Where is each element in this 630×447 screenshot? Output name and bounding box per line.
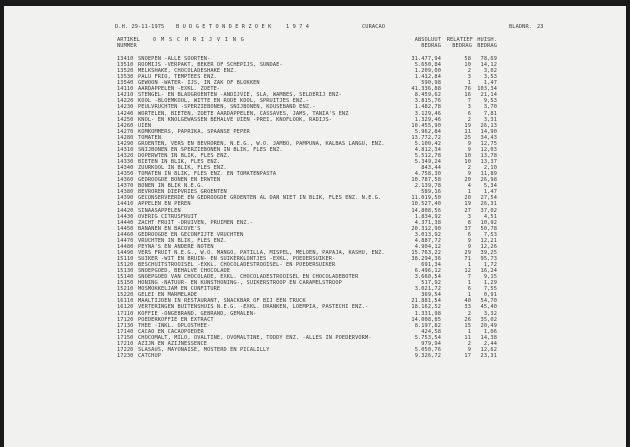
huish-bedrag: 37,02: [480, 207, 497, 214]
relatief-bedrag: 3: [467, 104, 471, 111]
relatief-bedrag: 7: [467, 274, 471, 281]
artikel-nummer: 17220: [117, 346, 134, 353]
artikel-nummer: 15150: [117, 280, 134, 287]
omschrijving: PEYNA'S EN ANDERE NOTEN: [138, 243, 214, 250]
huish-bedrag: 12,62: [480, 346, 497, 353]
absoluut-bedrag: 20.312,90: [411, 225, 441, 232]
omschrijving: TOMATEN: [138, 134, 162, 141]
omschrijving: BIETEN IN BLIK, FLES ENZ.: [138, 159, 221, 166]
island-name: CURACAO: [362, 24, 386, 30]
artikel-nummer: 14240: [117, 110, 134, 117]
huish-bedrag: 103,34: [477, 86, 497, 93]
artikel-nummer: 14230: [117, 104, 134, 111]
omschrijving: KOOL -BLOEMKOOL, WITTE EN RODE KOOL, SPRUITJES ENZ.-: [138, 98, 310, 105]
relatief-bedrag: 20: [464, 195, 471, 202]
artikel-nummer: 14210: [117, 92, 134, 99]
huish-bedrag: 7,81: [483, 110, 497, 117]
omschrijving: UIEN: [138, 122, 152, 129]
absoluut-bedrag: 517,92: [421, 280, 441, 287]
absoluut-bedrag: 4.887,72: [414, 237, 441, 244]
absoluut-bedrag: 843,44: [421, 165, 441, 172]
artikel-nummer: 14420: [117, 207, 134, 214]
artikel-nummer: 14250: [117, 116, 134, 123]
huish-bedrag: 11,89: [480, 171, 497, 178]
relatief-bedrag: 2: [467, 340, 471, 347]
absoluut-bedrag: 3.021,72: [414, 286, 441, 293]
huish-bedrag: 26,98: [480, 177, 497, 184]
omschrijving: CATCHUP: [138, 352, 162, 359]
absoluut-bedrag: 2.139,78: [414, 183, 441, 190]
absoluut-bedrag: 1.482,78: [414, 104, 441, 111]
relatief-bedrag: 7: [467, 98, 471, 105]
artikel-nummer: 13540: [117, 80, 134, 87]
artikel-nummer: 17230: [117, 352, 134, 359]
absoluut-bedrag: 590,98: [421, 80, 441, 87]
relatief-bedrag: 33: [464, 304, 471, 311]
huish-bedrag: 95,73: [480, 255, 497, 262]
absoluut-bedrag: 3.129,46: [414, 110, 441, 117]
huish-bedrag: 20,49: [480, 322, 497, 329]
omschrijving: PALU FRIO, TEMPTEES ENZ.: [138, 74, 217, 81]
absoluut-bedrag: 5.512,78: [414, 152, 441, 159]
huish-bedrag: 13,78: [480, 152, 497, 159]
artikel-nummer: 15140: [117, 274, 134, 281]
omschrijving: OVERIG CITRUSFRUIT: [138, 213, 198, 220]
absoluut-bedrag: 5.100,42: [414, 140, 441, 147]
omschrijving: BANANEN EN BACOVE'S: [138, 225, 201, 232]
artikel-nummer: 14110: [117, 86, 134, 93]
omschrijving: GELEI EN MARMELADE: [138, 292, 198, 299]
omschrijving: CHOCOMALT, MILO, OVALTINE, OVOMALTINE, TODDY ENZ. -ALLES IN POEDERVORM-: [138, 334, 372, 341]
omschrijving: SINAASAPPELEN: [138, 207, 181, 214]
huish-bedrag: 50,78: [480, 225, 497, 232]
omschrijving: GECONSERVEERDE EN GEDROOGDE GROENTEN AL DAN NIET IN BLIK, FLES ENZ. N.E.G.: [138, 195, 382, 202]
report-title: B U D G E T O N D E R Z O E K: [176, 24, 272, 30]
document-page: [4, 6, 626, 447]
absoluut-bedrag: 8.197,82: [414, 322, 441, 329]
huish-bedrag: 34,43: [480, 134, 497, 141]
huish-bedrag: 1,29: [483, 280, 497, 287]
huish-bedrag: 5,34: [483, 183, 497, 190]
omschrijving: GROENTEN, VERS EN BEVROREN, N.E.G., W.O. JAMBO, PAMPUNA, KALBAS LANGU, ENZ.: [138, 140, 385, 147]
relatief-bedrag: 10: [464, 159, 471, 166]
huish-bedrag: 45,40: [480, 304, 497, 311]
relatief-bedrag: 2: [467, 310, 471, 317]
omschrijving: KNOL- EN KNOLGEWASSEN BEHALVE UIEN -PREI, KNOFLOOK, RADIJS-: [138, 116, 333, 123]
absoluut-bedrag: 8.459,62: [414, 92, 441, 99]
relatief-bedrag: 1: [467, 189, 471, 196]
absoluut-bedrag: 4.758,30: [414, 171, 441, 178]
artikel-nummer: 14360: [117, 177, 134, 184]
artikel-nummer: 14390: [117, 195, 134, 202]
artikel-nummer: 17120: [117, 316, 134, 323]
relatief-bedrag: 37: [464, 225, 471, 232]
page-label: BLADNR.: [509, 24, 533, 30]
artikel-nummer: 15210: [117, 286, 134, 293]
artikel-nummer: 14480: [117, 243, 134, 250]
artikel-nummer: 17130: [117, 322, 134, 329]
omschrijving: BESCHUITSTROOISEL -EXKL. CHOCOLADESTROOISEL- EN POEDERSUIKER: [138, 262, 336, 269]
omschrijving: ZACHT FRUIT -DRUIVEN, PRUIMEN ENZ.-: [138, 219, 254, 226]
page-number: 23: [537, 24, 544, 30]
artikel-nummer: 16120: [117, 304, 134, 311]
omschrijving: STENGEL- EN BLADGROENTEN -ANDIJVIE, SLA, WAMBES, SELDERIJ ENZ-: [138, 92, 342, 99]
omschrijving: VERTERINGEN BUITENSHUIS N.E.G. -EXKL. DRANKEN, LOEMPIA, PASTECHI ENZ.-: [138, 304, 369, 311]
relatief-bedrag: 1: [467, 80, 471, 87]
absoluut-bedrag: 14.008,85: [411, 316, 441, 323]
absoluut-bedrag: 424,58: [421, 328, 441, 335]
omschrijving: ZUURKOOL IN BLIK, FLES ENZ.: [138, 165, 227, 172]
absoluut-bedrag: 3.815,76: [414, 98, 441, 105]
omschrijving: MELKSHAKE, CHOCOLADESHAKE ENZ.: [138, 68, 237, 75]
omschrijving: KOFFIE -ONGEBRAND, GEBRAND, GEMALEN-: [138, 310, 257, 317]
huish-bedrag: 12,26: [480, 243, 497, 250]
huish-bedrag: 23,31: [480, 352, 497, 359]
omschrijving: SNOEPGOED, BEHALVE CHOCOLADE: [138, 268, 231, 275]
artikel-nummer: 15220: [117, 292, 134, 299]
artikel-nummer: 16110: [117, 298, 134, 305]
omschrijving: MAALTIJDEN IN RESTAURANT, SNACKBAR OF BIJ EEN TRUCK: [138, 298, 306, 305]
huish-bedrag: 54,70: [480, 298, 497, 305]
absoluut-bedrag: 3.660,54: [414, 274, 441, 281]
artikel-nummer: 14450: [117, 225, 134, 232]
artikel-nummer: 15110: [117, 255, 134, 262]
absoluut-bedrag: 5.962,84: [414, 128, 441, 135]
relatief-bedrag: 29: [464, 249, 471, 256]
artikel-nummer: 14460: [117, 231, 134, 238]
relatief-bedrag: 40: [464, 298, 471, 305]
absoluut-bedrag: 11.019,50: [411, 195, 441, 202]
artikel-nummer: 14320: [117, 152, 134, 159]
artikel-nummer: 14380: [117, 189, 134, 196]
artikel-nummer: 13520: [117, 68, 134, 75]
absoluut-bedrag: 589,16: [421, 189, 441, 196]
omschrijving: PEULVRUCHTEN -SPERZIEBONEN, SNIJBONEN, KOUSEBAND ENZ.-: [138, 104, 316, 111]
huish-bedrag: 14,38: [480, 334, 497, 341]
relatief-bedrag: 19: [464, 201, 471, 208]
artikel-nummer: 14440: [117, 219, 134, 226]
relatief-bedrag: 2: [467, 116, 471, 123]
relatief-bedrag: 19: [464, 122, 471, 129]
omschrijving: BEVROREN DIEPVRIES GROENTEN: [138, 189, 227, 196]
relatief-bedrag: 9: [467, 146, 471, 153]
absoluut-bedrag: 41.336,88: [411, 86, 441, 93]
relatief-bedrag: 10: [464, 62, 471, 69]
omschrijving: CACAO EN CACAOPOEDER: [138, 328, 204, 335]
artikel-nummer: 13410: [117, 56, 134, 62]
absoluut-bedrag: 9.326,72: [414, 352, 441, 359]
relatief-bedrag: 12: [464, 268, 471, 275]
relatief-bedrag: 9: [467, 140, 471, 147]
artikel-nummer: 14280: [117, 134, 134, 141]
artikel-nummer: 14370: [117, 183, 134, 190]
huish-bedrag: 21,14: [480, 92, 497, 99]
huish-bedrag: 9,53: [483, 98, 497, 105]
relatief-bedrag: 1: [467, 280, 471, 287]
artikel-nummer: 14260: [117, 122, 134, 129]
omschrijving: HONING -NATUUR- EN KUNSTHONING-, SUIKERSTROOP EN CARAMELSTROOP: [138, 280, 342, 287]
relatief-bedrag: 6: [467, 286, 471, 293]
absoluut-bedrag: 1.209,00: [414, 68, 441, 75]
omschrijving: SLASAUS, MAYONAISE, MOSTERD EN PICALILLY: [138, 346, 270, 353]
artikel-nummer: 17210: [117, 340, 134, 347]
col-absoluut: ABSOLUUT: [414, 37, 441, 43]
relatief-bedrag: 71: [464, 255, 471, 262]
relatief-bedrag: 2: [467, 68, 471, 75]
artikel-nummer: 14330: [117, 159, 134, 166]
relatief-bedrag: 9: [467, 171, 471, 178]
omschrijving: WORTELEN, BIETEN, ZOETE AARDAPPELEN, CASSAVES, JAMS, TANIA'S ENZ: [138, 110, 349, 117]
print-date: D.H. 29-11-1975: [115, 24, 165, 30]
col-huish: HUISH.: [477, 37, 497, 43]
omschrijving: ROOMIJS -VERPAKT, BEKER OF SCHEPIJS, SUNDAE-: [138, 62, 283, 69]
huish-bedrag: 3,32: [483, 310, 497, 317]
omschrijving: VERS FRUIT N.E.G., W.O. MANGO, PATILLA, MISPEL, MELOEN, PAPAJA, KASHU, ENZ.: [138, 249, 385, 256]
relatief-bedrag: 9: [467, 346, 471, 353]
huish-bedrag: 14,12: [480, 62, 497, 69]
huish-bedrag: 1,06: [483, 328, 497, 335]
col-absoluut-bedrag: BEDRAG: [421, 43, 441, 49]
huish-bedrag: 3,70: [483, 104, 497, 111]
relatief-bedrag: 15: [464, 322, 471, 329]
relatief-bedrag: 17: [464, 352, 471, 359]
relatief-bedrag: 76: [464, 86, 471, 93]
huish-bedrag: 3,31: [483, 116, 497, 123]
relatief-bedrag: 1: [467, 292, 471, 299]
relatief-bedrag: 1: [467, 262, 471, 269]
artikel-nummer: 14430: [117, 213, 134, 220]
huish-bedrag: 1,47: [483, 80, 497, 87]
artikel-nummer: 14310: [117, 146, 134, 153]
absoluut-bedrag: 18.162,52: [411, 304, 441, 311]
huish-bedrag: 13,37: [480, 159, 497, 166]
huish-bedrag: 12,03: [480, 146, 497, 153]
huish-bedrag: 12,21: [480, 237, 497, 244]
absoluut-bedrag: 1.834,92: [414, 213, 441, 220]
huish-bedrag: 27,54: [480, 195, 497, 202]
huish-bedrag: 3,02: [483, 68, 497, 75]
huish-bedrag: 39,25: [480, 249, 497, 256]
huish-bedrag: 14,90: [480, 128, 497, 135]
absoluut-bedrag: 38.294,36: [411, 255, 441, 262]
huish-bedrag: 10,92: [480, 219, 497, 226]
relatief-bedrag: 11: [464, 334, 471, 341]
huish-bedrag: 12,75: [480, 140, 497, 147]
absoluut-bedrag: 13.772,72: [411, 134, 441, 141]
artikel-nummer: 13510: [117, 62, 134, 69]
absoluut-bedrag: 4.371,38: [414, 219, 441, 226]
absoluut-bedrag: 4.904,12: [414, 243, 441, 250]
relatief-bedrag: 20: [464, 177, 471, 184]
relatief-bedrag: 10: [464, 152, 471, 159]
omschrijving: SUIKER -WIT EN BRUIN- EN SUIKERKLONTJES -EXKL. POEDERSUIKER-: [138, 255, 336, 262]
col-relatief-bedrag: BEDRAG: [452, 43, 472, 49]
col-relatief: RELATIEF: [446, 37, 473, 43]
artikel-nummer: 17140: [117, 328, 134, 335]
huish-bedrag: 0,91: [483, 292, 497, 299]
omschrijving: AZIJN EN AZIJNESSENCE: [138, 340, 208, 347]
huish-bedrag: 7,55: [483, 286, 497, 293]
relatief-bedrag: 3: [467, 213, 471, 220]
huish-bedrag: 1,47: [483, 189, 497, 196]
table-row: [4, 353, 626, 359]
absoluut-bedrag: 979,94: [421, 340, 441, 347]
absoluut-bedrag: 3.013,92: [414, 231, 441, 238]
artikel-nummer: 17110: [117, 310, 134, 317]
huish-bedrag: 26,13: [480, 122, 497, 129]
relatief-bedrag: 16: [464, 92, 471, 99]
omschrijving: SNOEPEN -ALLE SOORTEN-: [138, 56, 211, 62]
artikel-nummer: 15120: [117, 262, 134, 269]
relatief-bedrag: 3: [467, 74, 471, 81]
omschrijving: SNIJBONEN EN SPERZIEBONEN IN BLIK, FLES ENZ.: [138, 146, 283, 153]
artikel-nummer: 14220: [117, 98, 134, 105]
huish-bedrag: 1,72: [483, 262, 497, 269]
omschrijving: APPELEN EN PEREN: [138, 201, 191, 208]
relatief-bedrag: 8: [467, 219, 471, 226]
absoluut-bedrag: 14.808,56: [411, 207, 441, 214]
omschrijving: MOSMOKKELJAM EN CONFITURE: [138, 286, 221, 293]
huish-bedrag: 26,31: [480, 201, 497, 208]
absoluut-bedrag: 369,54: [421, 292, 441, 299]
absoluut-bedrag: 15.763,22: [411, 249, 441, 256]
relatief-bedrag: 26: [464, 316, 471, 323]
omschrijving: GEWOON -WATER- IJS, IN ZAK OF BLOKKEN: [138, 80, 260, 87]
omschrijving: TOMATEN IN BLIK, FLES ENZ. EN TOMATENPASTA: [138, 171, 277, 178]
artikel-nummer: 14350: [117, 171, 134, 178]
omschrijving: VRUCHTEN IN BLIK, FLES ENZ.: [138, 237, 227, 244]
relatief-bedrag: 6: [467, 110, 471, 117]
absoluut-bedrag: 1.329,46: [414, 116, 441, 123]
col-artikel: ARTIKEL: [117, 37, 141, 43]
relatief-bedrag: 1: [467, 328, 471, 335]
absoluut-bedrag: 5.050,76: [414, 346, 441, 353]
huish-bedrag: 7,53: [483, 231, 497, 238]
relatief-bedrag: 6: [467, 231, 471, 238]
relatief-bedrag: 11: [464, 128, 471, 135]
huish-bedrag: 2,44: [483, 340, 497, 347]
omschrijving: KOMKOMMERS, PAPRIKA, SPAANSE PEPER: [138, 128, 250, 135]
relatief-bedrag: 27: [464, 207, 471, 214]
relatief-bedrag: 25: [464, 134, 471, 141]
col-nummer: NUMMER: [117, 43, 137, 49]
omschrijving: DOPERWTEN IN BLIK, FLES ENZ.: [138, 152, 231, 159]
col-huish-bedrag: BEDRAG: [477, 43, 497, 49]
absoluut-bedrag: 5.650,84: [414, 62, 441, 69]
absoluut-bedrag: 10.527,40: [411, 201, 441, 208]
absoluut-bedrag: 31.477,94: [411, 56, 441, 62]
huish-bedrag: 9,15: [483, 274, 497, 281]
relatief-bedrag: 9: [467, 237, 471, 244]
absoluut-bedrag: 1.412,84: [414, 74, 441, 81]
huish-bedrag: 35,02: [480, 316, 497, 323]
absoluut-bedrag: 21.881,54: [411, 298, 441, 305]
absoluut-bedrag: 1.331,98: [414, 310, 441, 317]
absoluut-bedrag: 691,34: [421, 262, 441, 269]
omschrijving: BONEN IN BLIK N.E.G.: [138, 183, 204, 190]
relatief-bedrag: 2: [467, 165, 471, 172]
artikel-nummer: 14270: [117, 128, 134, 135]
relatief-bedrag: 58: [464, 56, 471, 62]
report-year: 1 9 7 4: [286, 24, 310, 30]
artikel-nummer: 14290: [117, 140, 134, 147]
absoluut-bedrag: 5.753,54: [414, 334, 441, 341]
omschrijving: GEDROOGDE EN GECONFIJTE VRUCHTEN: [138, 231, 244, 238]
absoluut-bedrag: 5.349,24: [414, 159, 441, 166]
huish-bedrag: 3,53: [483, 74, 497, 81]
artikel-nummer: 15130: [117, 268, 134, 275]
omschrijving: SNOEPGOED VAN CHOCOLADE, EXKL. CHOCOLADESTROOISEL EN CHOCOLADEBOTER: [138, 274, 359, 281]
omschrijving: AARDAPPELEN -EXKL. ZOETE-: [138, 86, 221, 93]
absoluut-bedrag: 4.812,34: [414, 146, 441, 153]
omschrijving: POEDERKOFFIE EN EXTRACT: [138, 316, 214, 323]
absoluut-bedrag: 6.496,12: [414, 268, 441, 275]
artikel-nummer: 17150: [117, 334, 134, 341]
artikel-nummer: 14340: [117, 165, 134, 172]
artikel-nummer: 14410: [117, 201, 134, 208]
absoluut-bedrag: 10.787,58: [411, 177, 441, 184]
relatief-bedrag: 4: [467, 183, 471, 190]
huish-bedrag: 2,10: [483, 165, 497, 172]
huish-bedrag: 16,24: [480, 268, 497, 275]
col-omschrijving: O M S C H R I J V I N G: [153, 37, 245, 43]
relatief-bedrag: 9: [467, 243, 471, 250]
huish-bedrag: 78,69: [480, 56, 497, 62]
huish-bedrag: 4,51: [483, 213, 497, 220]
omschrijving: THEE -INKL. OPLOSTHEE-: [138, 322, 211, 329]
omschrijving: GEDROOGDE BONEN EN ERWTEN: [138, 177, 221, 184]
absoluut-bedrag: 10.455,90: [411, 122, 441, 129]
artikel-nummer: 14490: [117, 249, 134, 256]
artikel-nummer: 14470: [117, 237, 134, 244]
artikel-nummer: 13530: [117, 74, 134, 81]
